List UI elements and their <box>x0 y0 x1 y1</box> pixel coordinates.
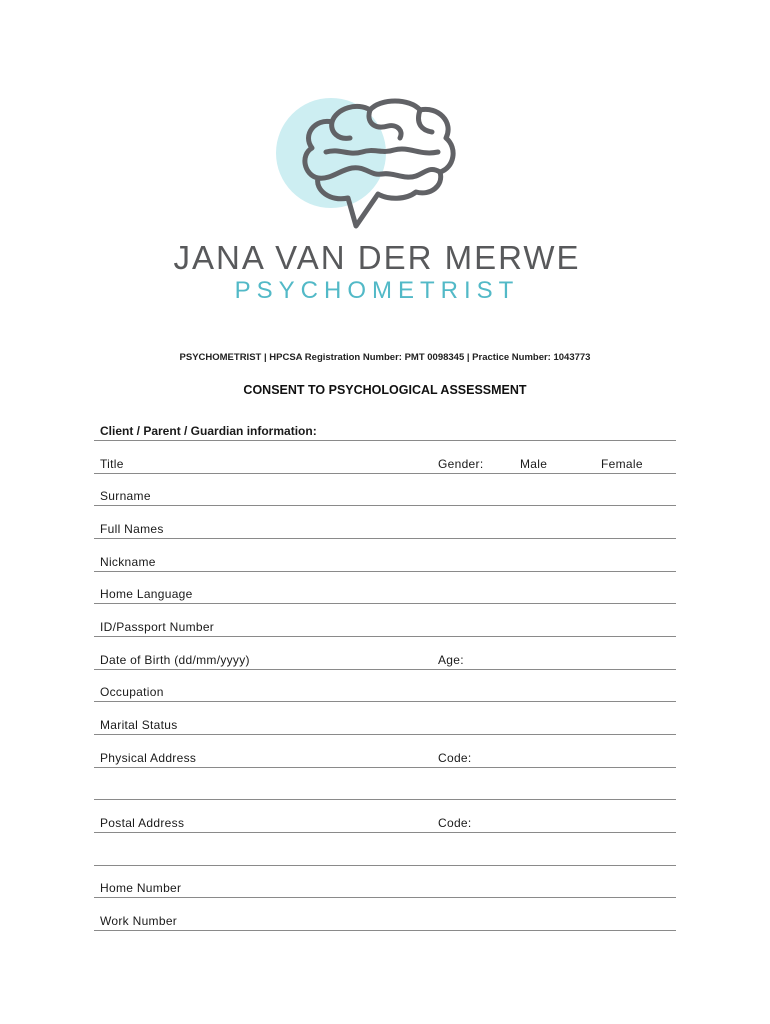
gender-option-female: Female <box>601 456 643 471</box>
form-row-nickname <box>94 539 676 572</box>
gender-option-male: Male <box>520 456 548 471</box>
section-heading: Client / Parent / Guardian information: <box>100 424 317 438</box>
brand-name: JANA VAN DER MERWE <box>173 239 581 276</box>
field-label-home-language: Home Language <box>100 587 193 602</box>
field-label-nickname: Nickname <box>100 554 156 569</box>
section-heading-row <box>94 408 676 441</box>
brand-subtitle: PSYCHOMETRIST <box>234 277 520 304</box>
form-row-physical-address-continued <box>94 768 676 801</box>
form-row-title <box>94 441 676 474</box>
brain-logo-icon <box>270 90 470 240</box>
form-row-marital-status <box>94 702 676 735</box>
client-information-form <box>94 408 676 931</box>
field-label-age: Age: <box>438 652 464 667</box>
field-label-title: Title <box>100 456 124 471</box>
form-row-postal-address-continued <box>94 833 676 866</box>
form-row-home-number <box>94 866 676 899</box>
form-row-date-of-birth <box>94 637 676 670</box>
field-label-full-names: Full Names <box>100 521 164 536</box>
form-row-surname <box>94 474 676 507</box>
field-label-gender: Gender: <box>438 456 484 471</box>
form-row-work-number <box>94 898 676 931</box>
field-label-id-passport: ID/Passport Number <box>100 619 215 634</box>
brain-fold <box>382 169 440 177</box>
field-label-surname: Surname <box>100 489 151 504</box>
field-label-postal-code: Code: <box>438 815 472 830</box>
field-label-physical-address: Physical Address <box>100 750 197 765</box>
brain-fold <box>326 149 438 153</box>
form-row-id-passport <box>94 604 676 637</box>
form-row-home-language <box>94 572 676 605</box>
registration-line: PSYCHOMETRIST | HPCSA Registration Number: PMT 0098345 | Practice Number: 1043773 <box>179 352 591 363</box>
form-row-full-names <box>94 506 676 539</box>
field-label-postal-address: Postal Address <box>100 815 185 830</box>
document-title: CONSENT TO PSYCHOLOGICAL ASSESSMENT <box>243 383 527 397</box>
field-label-physical-code: Code: <box>438 750 472 765</box>
field-label-marital-status: Marital Status <box>100 717 178 732</box>
field-label-home-number: Home Number <box>100 881 182 896</box>
field-label-date-of-birth: Date of Birth (dd/mm/yyyy) <box>100 652 250 667</box>
form-row-postal-address <box>94 800 676 833</box>
field-label-work-number: Work Number <box>100 913 178 928</box>
brain-fold <box>419 110 433 132</box>
form-row-physical-address <box>94 735 676 768</box>
form-row-occupation <box>94 670 676 703</box>
field-label-occupation: Occupation <box>100 685 164 700</box>
